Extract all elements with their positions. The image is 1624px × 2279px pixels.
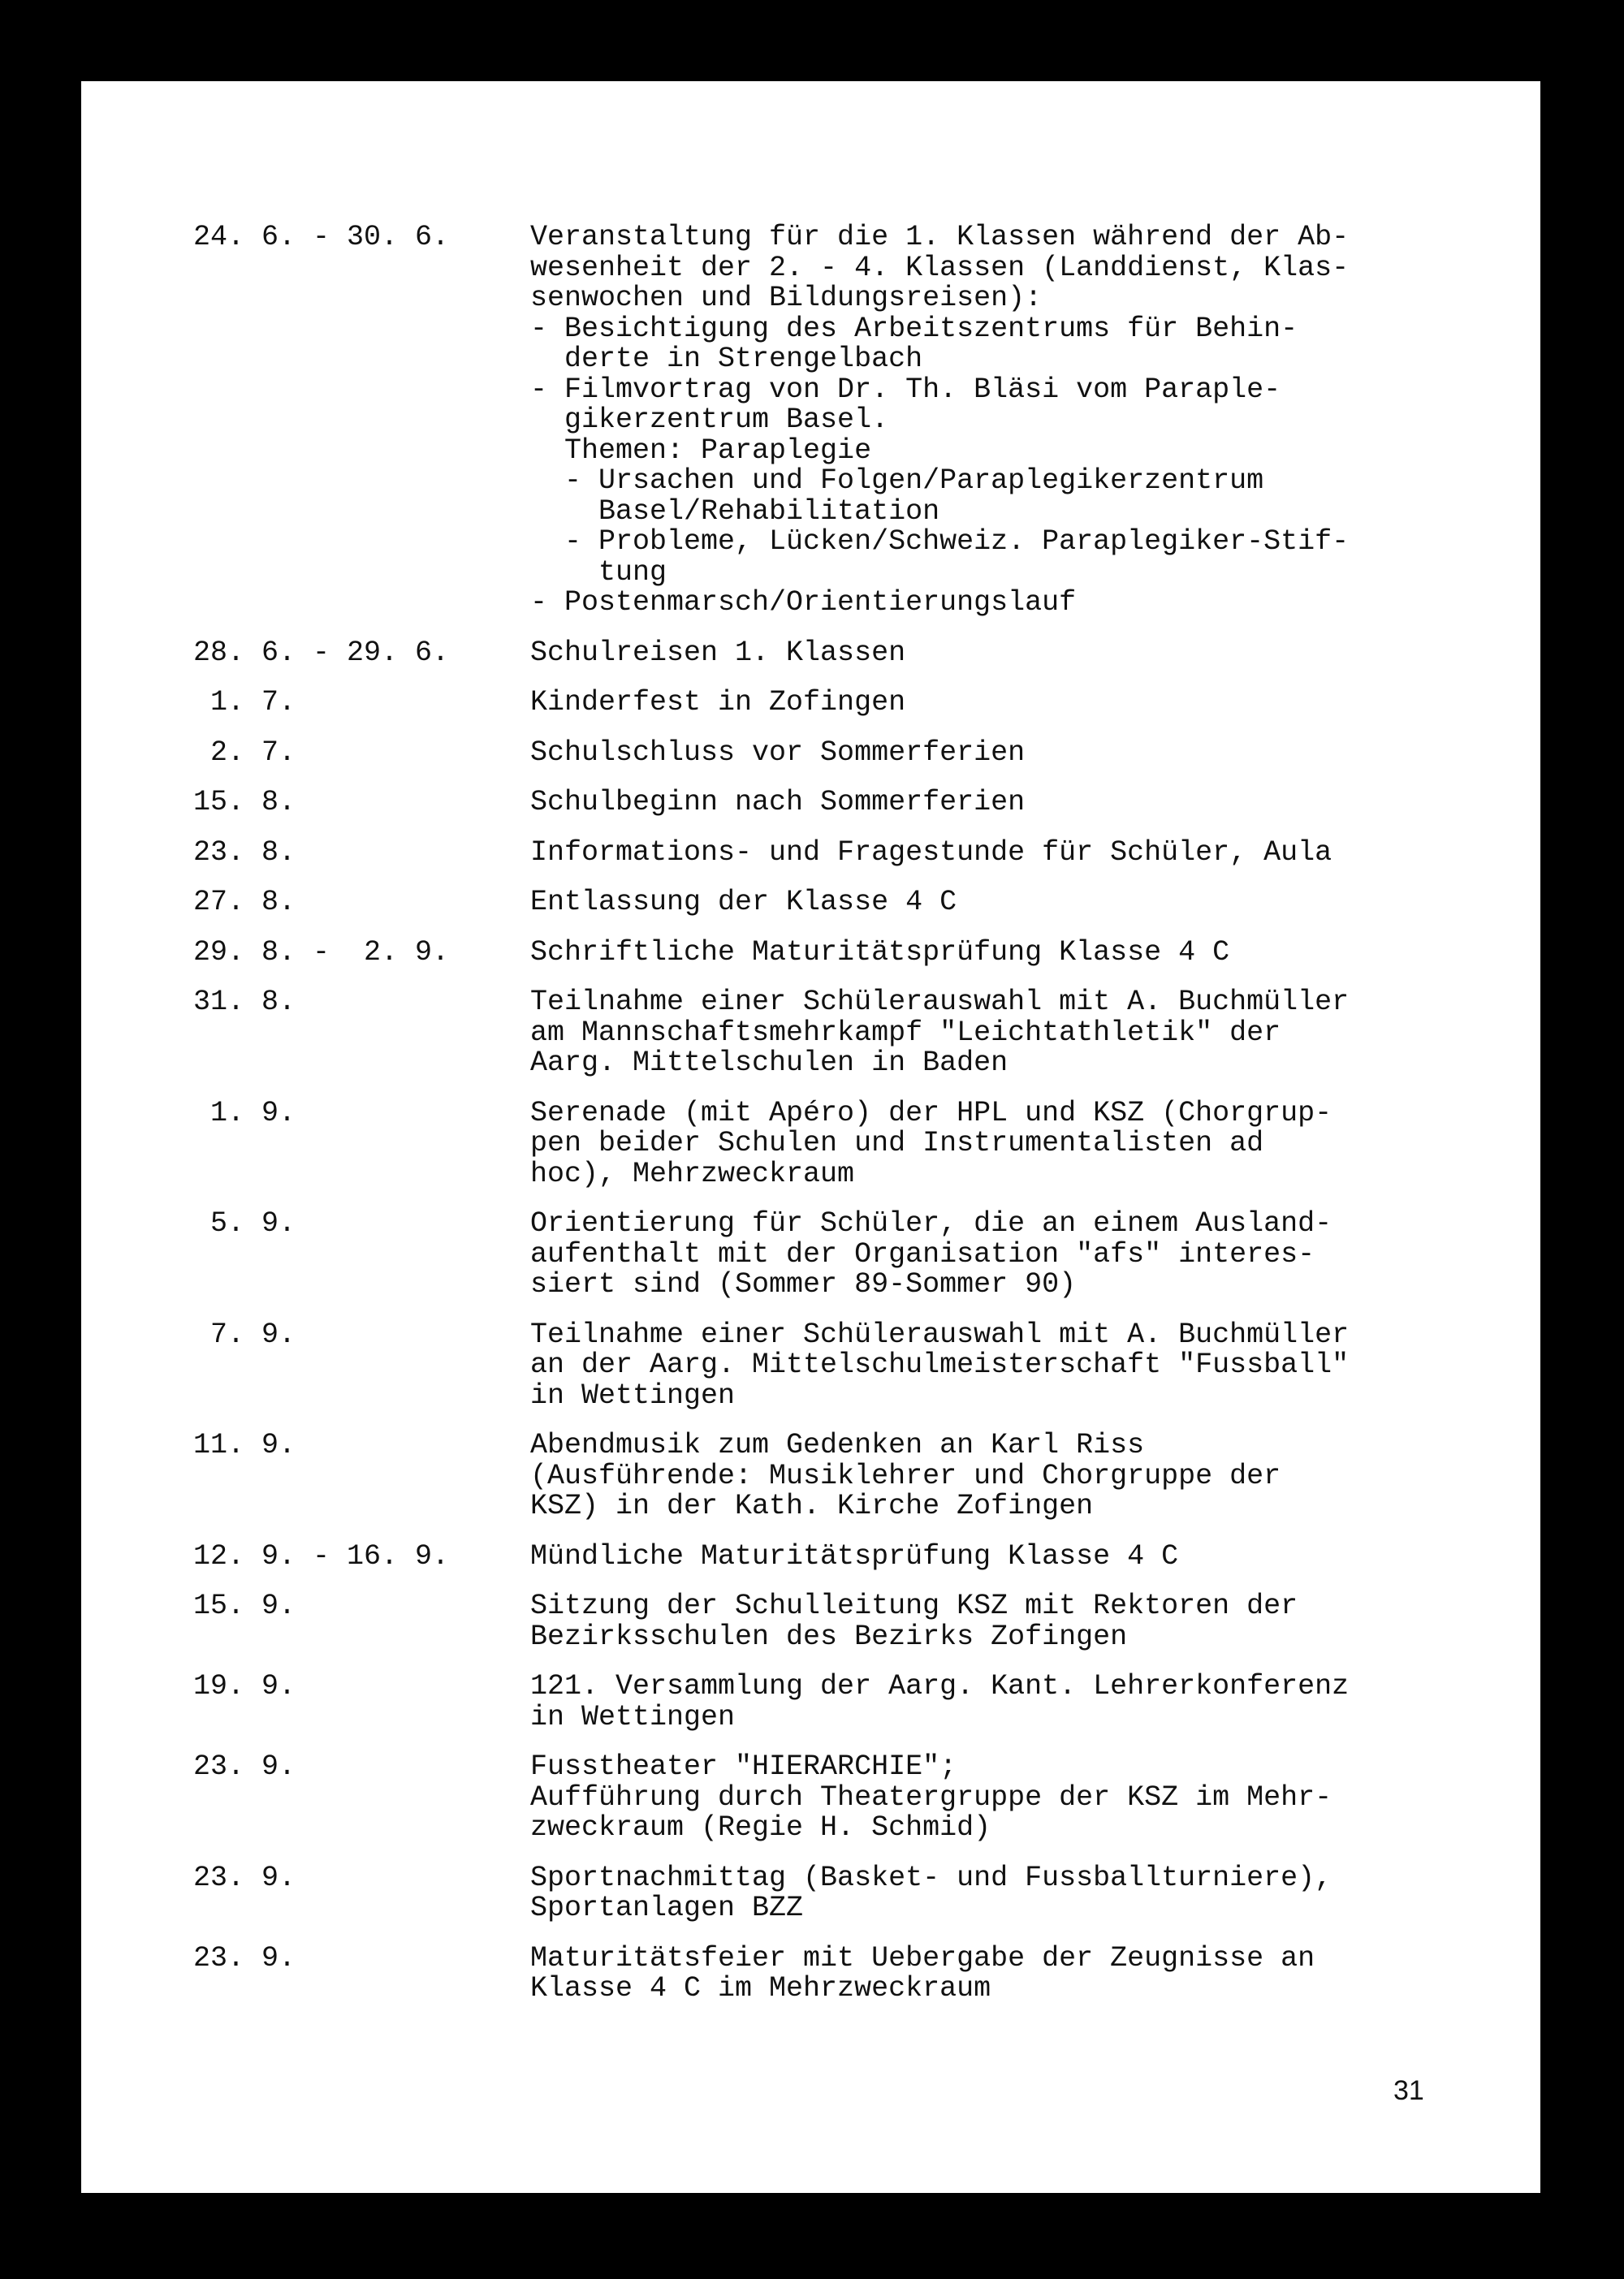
event-description xyxy=(530,222,1509,619)
description-line: Teilnahme einer Schülerauswahl mit A. Buchmüller xyxy=(530,986,1350,1018)
description-line: Schulbeginn nach Sommerferien xyxy=(530,786,1026,818)
event-entry xyxy=(193,1098,1509,1190)
description-line: wesenheit der 2. - 4. Klassen (Landdienst, Klas- xyxy=(530,251,1350,284)
page-number: 31 xyxy=(1393,2075,1424,2106)
event-entry xyxy=(193,935,1509,969)
description-line: Sitzung der Schulleitung KSZ mit Rektoren der xyxy=(530,1590,1298,1622)
description-line: Sportnachmittag (Basket- und Fussballturniere), xyxy=(530,1861,1332,1894)
description-line: Informations- und Fragestunde für Schüler, Aula xyxy=(530,835,1332,869)
event-description xyxy=(530,1320,1509,1412)
event-description xyxy=(530,688,1509,719)
description-line: aufenthalt mit der Organisation "afs" interes- xyxy=(530,1237,1315,1271)
description-line: tung xyxy=(530,555,667,589)
event-description xyxy=(530,788,1509,818)
description-line: - Probleme, Lücken/Schweiz. Paraplegiker-Stif- xyxy=(530,525,1350,558)
event-date: 28. 6. - 29. 6. xyxy=(193,636,450,669)
description-line: am Mannschaftsmehrkampf "Leichtathletik" der xyxy=(530,1016,1281,1049)
event-description xyxy=(530,638,1509,669)
description-line: Veranstaltung für die 1. Klassen während der Ab- xyxy=(530,221,1350,253)
event-description xyxy=(530,1431,1509,1522)
event-date: 15. 9. xyxy=(193,1590,296,1622)
event-description xyxy=(530,1209,1509,1301)
event-description xyxy=(530,935,1509,969)
description-line: an der Aarg. Mittelschulmeisterschaft "Fussball" xyxy=(530,1349,1350,1381)
event-list xyxy=(193,222,1509,2024)
event-entry xyxy=(193,987,1509,1079)
description-line: siert sind (Sommer 89-Sommer 90) xyxy=(530,1268,1077,1301)
event-entry xyxy=(193,887,1509,918)
event-entry xyxy=(193,835,1509,869)
description-line: hoc), Mehrzweckraum xyxy=(530,1157,855,1190)
description-line: Schriftliche Maturitätsprüfung Klasse 4 C xyxy=(530,935,1230,969)
event-entry xyxy=(193,738,1509,769)
event-description xyxy=(530,1539,1509,1573)
description-line: Entlassung der Klasse 4 C xyxy=(530,886,957,918)
event-description xyxy=(530,887,1509,918)
description-line: Klasse 4 C im Mehrzweckraum xyxy=(530,1972,991,2005)
event-date: 29. 8. - 2. 9. xyxy=(193,935,450,969)
event-date: 19. 9. xyxy=(193,1670,296,1703)
description-line: Aufführung durch Theatergruppe der KSZ im Mehr- xyxy=(530,1780,1332,1814)
event-description xyxy=(530,738,1509,769)
event-date: 31. 8. xyxy=(193,986,296,1018)
event-date: 24. 6. - 30. 6. xyxy=(193,221,450,253)
description-line: Basel/Rehabilitation xyxy=(530,494,940,528)
event-date: 1. 7. xyxy=(193,686,296,719)
event-date: 23. 9. xyxy=(193,1750,296,1783)
description-line: Sportanlagen BZZ xyxy=(530,1892,804,1924)
event-date: 23. 9. xyxy=(193,1861,296,1894)
event-description xyxy=(530,1098,1509,1190)
description-line: Abendmusik zum Gedenken an Karl Riss xyxy=(530,1429,1145,1461)
event-entry xyxy=(193,788,1509,818)
description-line: in Wettingen xyxy=(530,1379,736,1412)
event-entry xyxy=(193,1539,1509,1573)
description-line: Mündliche Maturitätsprüfung Klasse 4 C xyxy=(530,1539,1179,1573)
event-date: 2. 7. xyxy=(193,736,296,769)
event-date: 15. 8. xyxy=(193,786,296,818)
event-entry xyxy=(193,1863,1509,1924)
description-line: Aarg. Mittelschulen in Baden xyxy=(530,1047,1009,1079)
description-line: Schulschluss vor Sommerferien xyxy=(530,736,1026,769)
description-line: Orientierung für Schüler, die an einem Ausland- xyxy=(530,1207,1332,1240)
description-line: Kinderfest in Zofingen xyxy=(530,686,906,719)
description-line: senwochen und Bildungsreisen): xyxy=(530,282,1043,314)
event-date: 12. 9. - 16. 9. xyxy=(193,1539,450,1573)
description-line: derte in Strengelbach xyxy=(530,343,923,375)
event-entry xyxy=(193,222,1509,619)
event-entry xyxy=(193,1591,1509,1652)
description-line: (Ausführende: Musiklehrer und Chorgruppe der xyxy=(530,1459,1281,1492)
description-line: Schulreisen 1. Klassen xyxy=(530,636,906,669)
description-line: Themen: Paraplegie xyxy=(530,434,872,467)
document-page xyxy=(81,81,1540,2193)
description-line: - Postenmarsch/Orientierungslauf xyxy=(530,586,1077,619)
description-line: Bezirksschulen des Bezirks Zofingen xyxy=(530,1620,1128,1653)
event-entry xyxy=(193,1941,1509,2005)
description-line: gikerzentrum Basel. xyxy=(530,404,889,436)
description-line: KSZ) in der Kath. Kirche Zofingen xyxy=(530,1490,1094,1522)
event-date: 11. 9. xyxy=(193,1429,296,1461)
event-entry xyxy=(193,638,1509,669)
description-line: - Filmvortrag von Dr. Th. Bläsi vom Paraple- xyxy=(530,373,1281,406)
event-description xyxy=(530,1591,1509,1652)
event-entry xyxy=(193,1752,1509,1844)
event-description xyxy=(530,1672,1509,1733)
description-line: 121. Versammlung der Aarg. Kant. Lehrerkonferenz xyxy=(530,1670,1350,1703)
event-description xyxy=(530,1863,1509,1924)
event-description xyxy=(530,987,1509,1079)
event-date: 23. 9. xyxy=(193,1941,296,1975)
description-line: pen beider Schulen und Instrumentalisten ad xyxy=(530,1127,1264,1159)
event-date: 1. 9. xyxy=(193,1096,296,1129)
event-entry xyxy=(193,1320,1509,1412)
description-line: - Ursachen und Folgen/Paraplegikerzentrum xyxy=(530,464,1264,497)
event-date: 23. 8. xyxy=(193,835,296,869)
event-date: 5. 9. xyxy=(193,1207,296,1240)
event-description xyxy=(530,1752,1509,1844)
event-entry xyxy=(193,1431,1509,1522)
event-description xyxy=(530,835,1509,869)
description-line: Fusstheater "HIERARCHIE"; xyxy=(530,1750,957,1783)
event-entry xyxy=(193,688,1509,719)
description-line: Teilnahme einer Schülerauswahl mit A. Buchmüller xyxy=(530,1318,1350,1351)
description-line: Maturitätsfeier mit Uebergabe der Zeugnisse an xyxy=(530,1941,1315,1975)
event-entry xyxy=(193,1209,1509,1301)
event-description xyxy=(530,1941,1509,2005)
description-line: zweckraum (Regie H. Schmid) xyxy=(530,1811,991,1844)
description-line: Serenade (mit Apéro) der HPL und KSZ (Chorgrup- xyxy=(530,1096,1332,1129)
event-entry xyxy=(193,1672,1509,1733)
description-line: - Besichtigung des Arbeitszentrums für Behin- xyxy=(530,312,1298,345)
event-date: 7. 9. xyxy=(193,1318,296,1351)
description-line: in Wettingen xyxy=(530,1700,736,1733)
event-date: 27. 8. xyxy=(193,886,296,918)
